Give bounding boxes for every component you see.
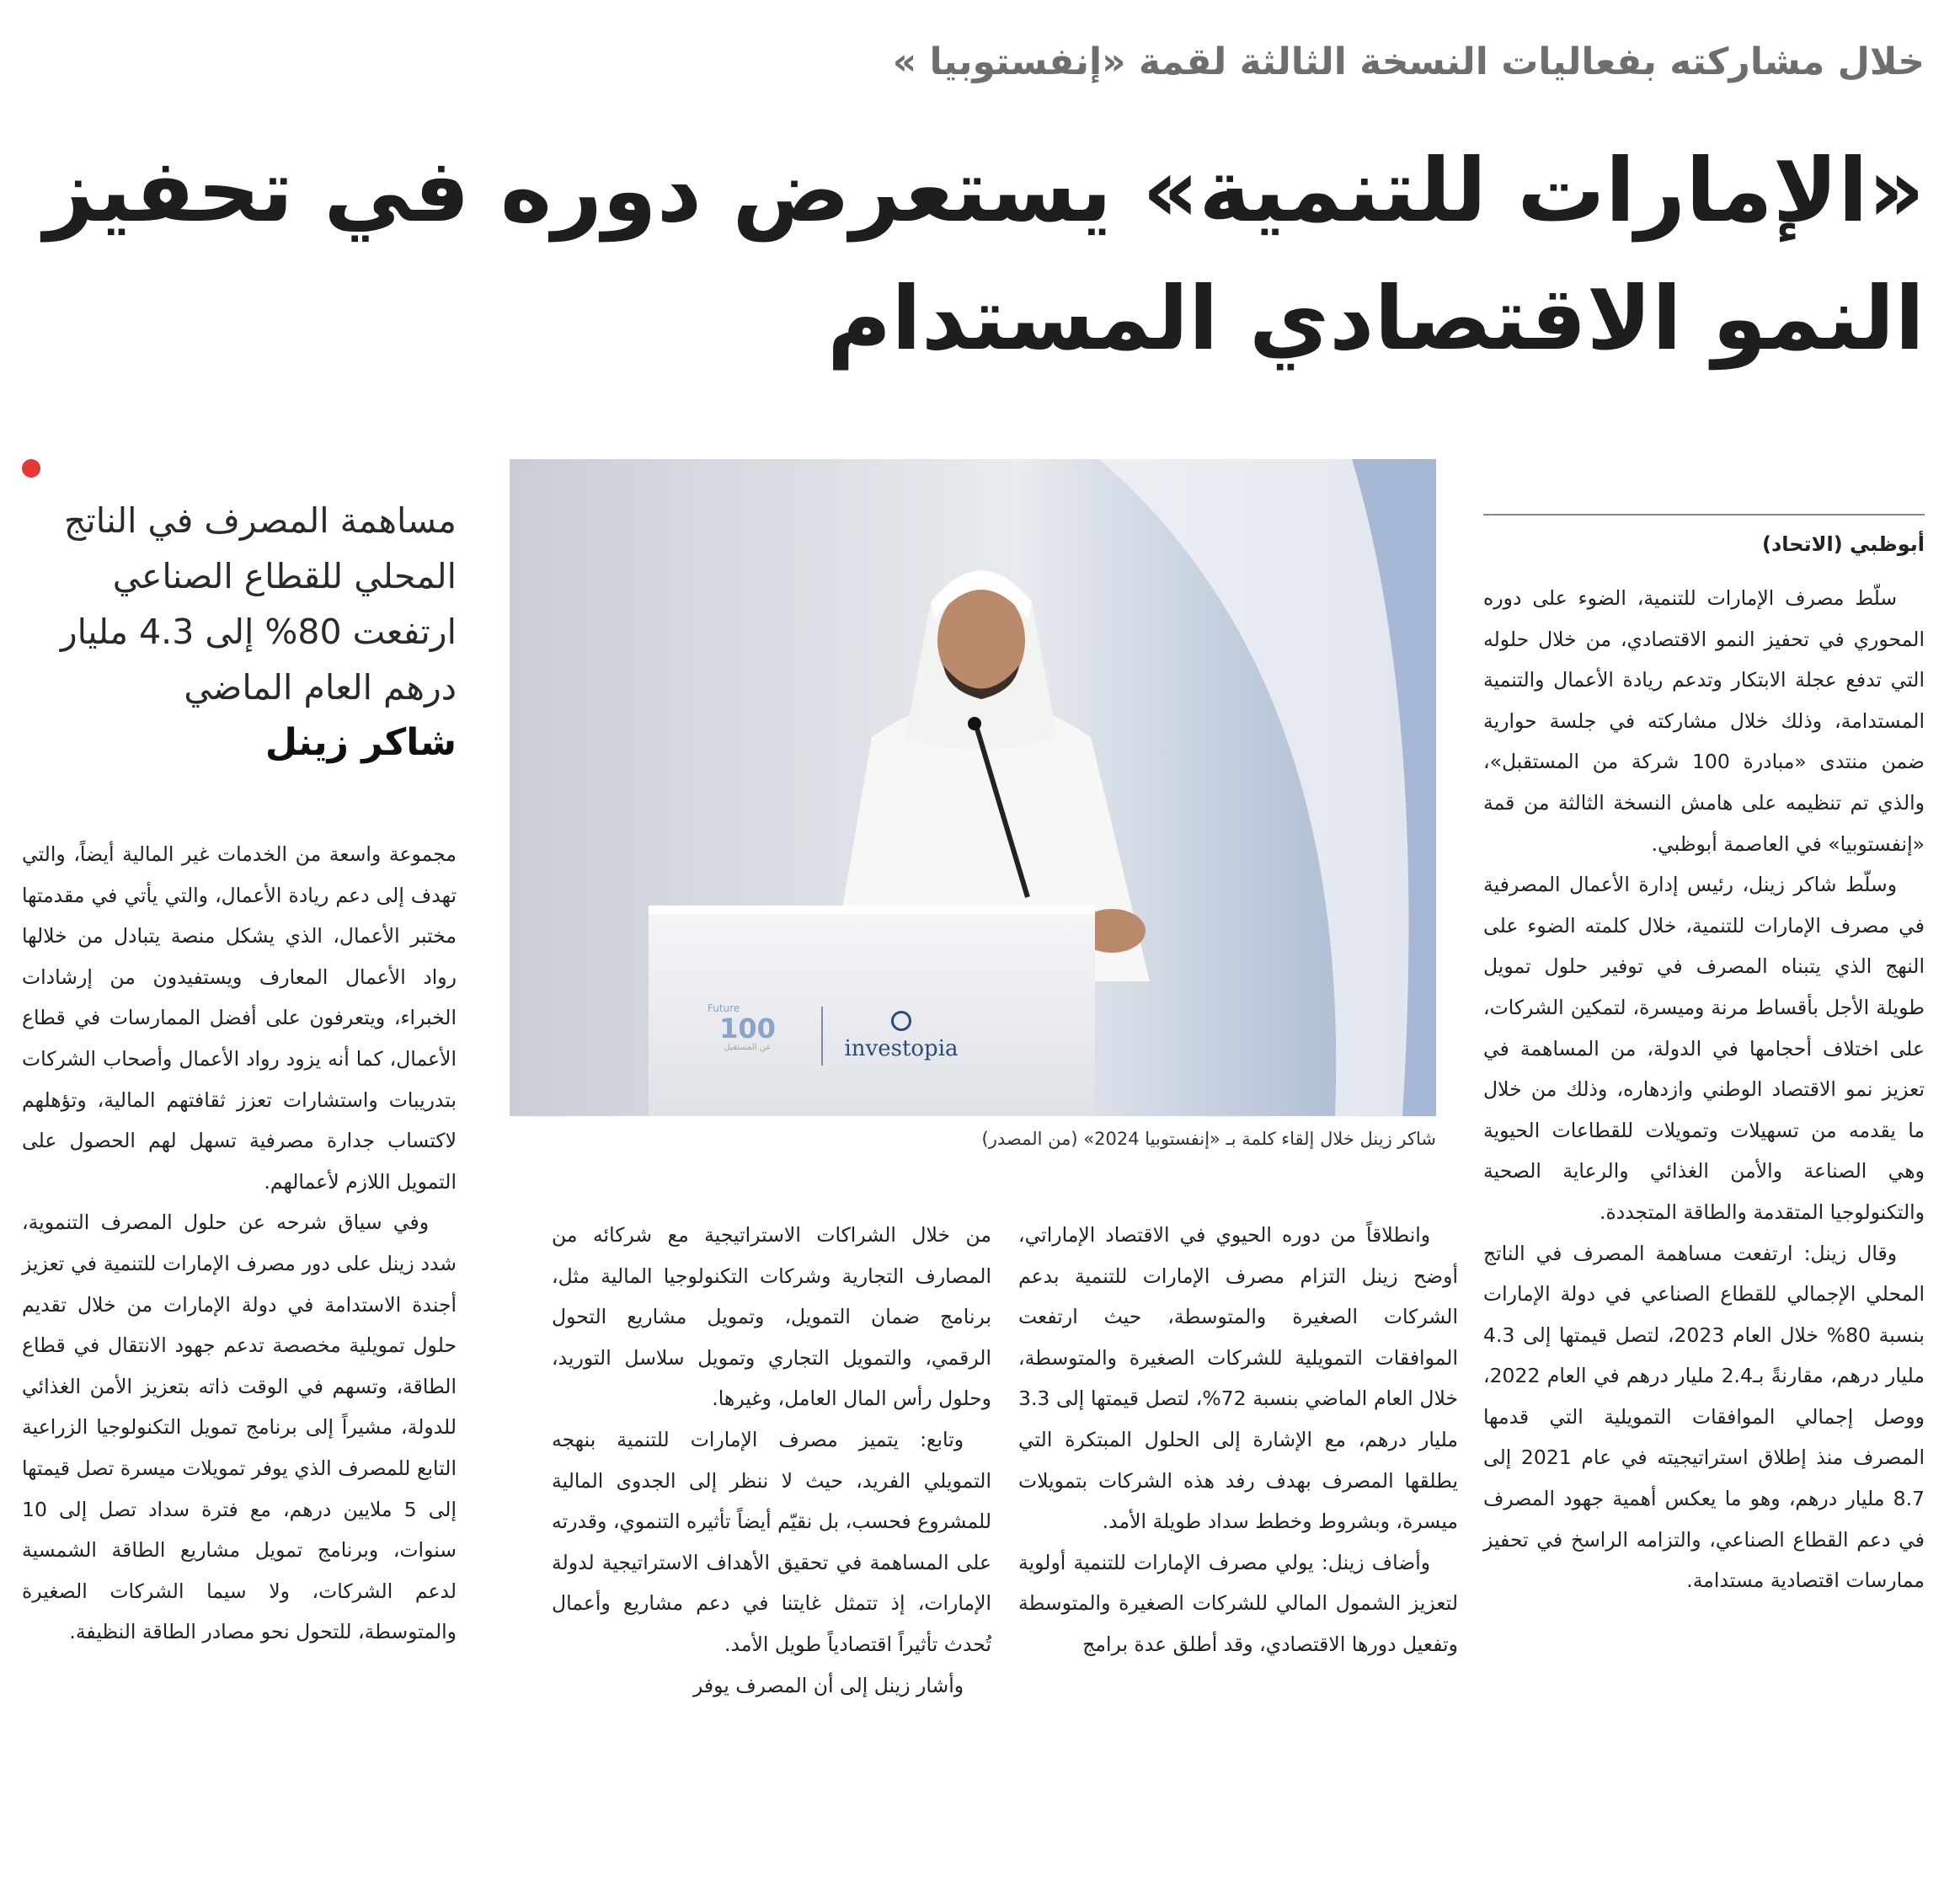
investopia-logo	[838, 1011, 964, 1061]
pull-quote-line: مساهمة المصرف في الناتج	[63, 500, 457, 541]
future-logo-number: 100	[719, 1013, 776, 1045]
article-column-right	[1483, 514, 1925, 1601]
pull-quote-line: المحلي للقطاع الصناعي	[112, 556, 457, 596]
paragraph: سلّط مصرف الإمارات للتنمية، الضوء على دوره المحوري في تحفيز النمو الاقتصادي، من خلال حلوله التي تدفع عجلة الابتكار وتدعم ريادة الأعمال والتنمية المستدامة، وذلك خلال مشاركته في جلسة حوارية ضمن منتدى «مبادرة 100 شركة من المستقبل»، والذي تم تنظيمه على هامش النسخة الثالثة من قمة «إنفستوبيا» في العاصمة أبوظبي.	[1483, 586, 1925, 856]
investopia-mark-icon	[891, 1011, 911, 1031]
investopia-logo-text: investopia	[844, 1036, 959, 1061]
byline: أبوظبي (الاتحاد)	[1762, 532, 1925, 556]
photo-caption: شاكر زينل خلال إلقاء كلمة بـ «إنفستوبيا 2024» (من المصدر)	[981, 1129, 1436, 1149]
logo-divider	[821, 1007, 823, 1066]
headline-line-2: النمو الاقتصادي المستدام	[827, 267, 1925, 370]
headline	[44, 126, 1925, 382]
article-photo	[510, 459, 1436, 1116]
paragraph: وسلّط شاكر زينل، رئيس إدارة الأعمال المصرفية في مصرف الإمارات للتنمية، خلال كلمته الضوء على النهج الذي يتبناه المصرف في توفير حلول تمويل طويلة الأجل بأقساط مرنة وميسرة، لتمكين الشركات، على اختلاف أحجامها في الدولة، من المساهمة في تعزيز نمو الاقتصاد الوطني وازدهاره، وذلك من خلال ما يقدمه من تسهيلات وتمويلات للقطاعات الحيوية وهي الصناعة والأمن الغذائي والرعاية الصحية والتكنولوجيا المتقدمة والطاقة المتجددة.	[1483, 873, 1925, 1224]
paragraph: وانطلاقاً من دوره الحيوي في الاقتصاد الإماراتي، أوضح زينل التزام مصرف الإمارات للتنمية بدعم الشركات الصغيرة والمتوسطة، حيث ارتفعت الموافقات التمويلية للشركات الصغيرة والمتوسطة، خلال العام الماضي بنسبة 72%، لتصل قيمتها إلى 3.3 مليار درهم، مع الإشارة إلى الحلول المبتكرة التي يطلقها المصرف بهدف رفد هذه الشركات بتمويلات ميسرة، وبشروط وخطط سداد طويلة الأمد.	[1018, 1223, 1458, 1534]
photo-illustration	[510, 459, 1436, 1116]
pull-quote-line: ارتفعت 80% إلى 4.3 مليار	[60, 612, 457, 652]
article-column-left	[22, 834, 457, 1653]
pull-quote-text	[22, 459, 457, 715]
paragraph: وأشار زينل إلى أن المصرف يوفر	[692, 1673, 964, 1697]
future-logo-sub: عن المستقبل	[724, 1043, 772, 1052]
quote-dot-icon	[22, 459, 40, 478]
kicker: خلال مشاركته بفعاليات النسخة الثالثة لقمة «إنفستوبيا »	[892, 40, 1925, 83]
future-100-logo	[708, 1002, 788, 1052]
article-column-mid-1	[1018, 1215, 1458, 1665]
pull-quote-name: شاكر زينل	[264, 721, 457, 764]
paragraph: وتابع: يتميز مصرف الإمارات للتنمية بنهجه التمويلي الفريد، حيث لا ننظر إلى الجدوى المالية للمشروع فحسب، بل نقيّم أيضاً تأثيره التنموي، وقدرته على المساهمة في تحقيق الأهداف الاستراتيجية لدولة الإمارات، إذ تتمثل غايتنا في دعم مشاريع وأعمال تُحدث تأثيراً اقتصادياً طويل الأمد.	[552, 1427, 991, 1656]
paragraph: وأضاف زينل: يولي مصرف الإمارات للتنمية أولوية لتعزيز الشمول المالي للشركات الصغيرة والمتوسطة وتفعيل دورها الاقتصادي، وقد أطلق عدة برامج	[1018, 1550, 1458, 1656]
paragraph: من خلال الشراكات الاستراتيجية مع شركائه من المصارف التجارية وشركات التكنولوجيا المالية مثل، برنامج ضمان التمويل، وتمويل مشاريع التحول الرقمي، والتمويل التجاري وتمويل سلاسل التوريد، وحلول رأس المال العامل، وغيرها.	[552, 1223, 991, 1411]
paragraph: وفي سياق شرحه عن حلول المصرف التنموية، شدد زينل على دور مصرف الإمارات للتنمية في تعزيز أجندة الاستدامة في دولة الإمارات من خلال تقديم حلول تمويلية مخصصة تدعم جهود الانتقال في قطاع الطاقة، وتسهم في الوقت ذاته بتعزيز الأمن الغذائي للدولة، مشيراً إلى برنامج تمويل التكنولوجيا الزراعية التابع للمصرف الذي يوفر تمويلات ميسرة تصل قيمتها إلى 5 ملايين درهم، مع فترة سداد تصل إلى 10 سنوات، وبرنامج تمويل مشاريع الطاقة الشمسية لدعم الشركات، ولا سيما الشركات الصغيرة والمتوسطة، للتحول نحو مصادر الطاقة النظيفة.	[22, 1210, 457, 1644]
future-logo-label: Future	[708, 1002, 740, 1014]
pull-quote	[22, 459, 457, 771]
article-column-mid-2	[552, 1215, 991, 1706]
paragraph: وقال زينل: ارتفعت مساهمة المصرف في الناتج المحلي الإجمالي للقطاع الصناعي في دولة الإمارات بنسبة 80% خلال العام 2023، لتصل قيمتها إلى 4.3 مليار درهم، مقارنةً بـ2.4 مليار درهم في العام 2022، ووصل إجمالي الموافقات التمويلية التي قدمها المصرف منذ إطلاق استراتيجيته في عام 2021 إلى 8.7 مليار درهم، وهو ما يعكس أهمية جهود المصرف في دعم القطاع الصناعي، والتزامه الراسخ في تحفيز ممارسات اقتصادية مستدامة.	[1483, 1241, 1925, 1593]
column-rule	[1483, 514, 1925, 516]
pull-quote-line: درهم العام الماضي	[184, 667, 457, 708]
headline-line-1: «الإمارات للتنمية» يستعرض دوره في تحفيز	[44, 139, 1925, 242]
paragraph: مجموعة واسعة من الخدمات غير المالية أيضاً، والتي تهدف إلى دعم ريادة الأعمال، والتي يأتي في مقدمتها مختبر الأعمال، الذي يشكل منصة يتبادل من خلالها رواد الأعمال المعارف ويستفيدون من إرشادات الخبراء، ويتعرفون على أفضل الممارسات في قطاع الأعمال، كما أنه يزود رواد الأعمال وأصحاب الشركات بتدريبات واستشارات تعزز ثقافتهم المالية، وتؤهلهم لاكتساب جدارة مصرفية تسهل لهم الحصول على التمويل اللازم لأعمالهم.	[22, 842, 457, 1194]
